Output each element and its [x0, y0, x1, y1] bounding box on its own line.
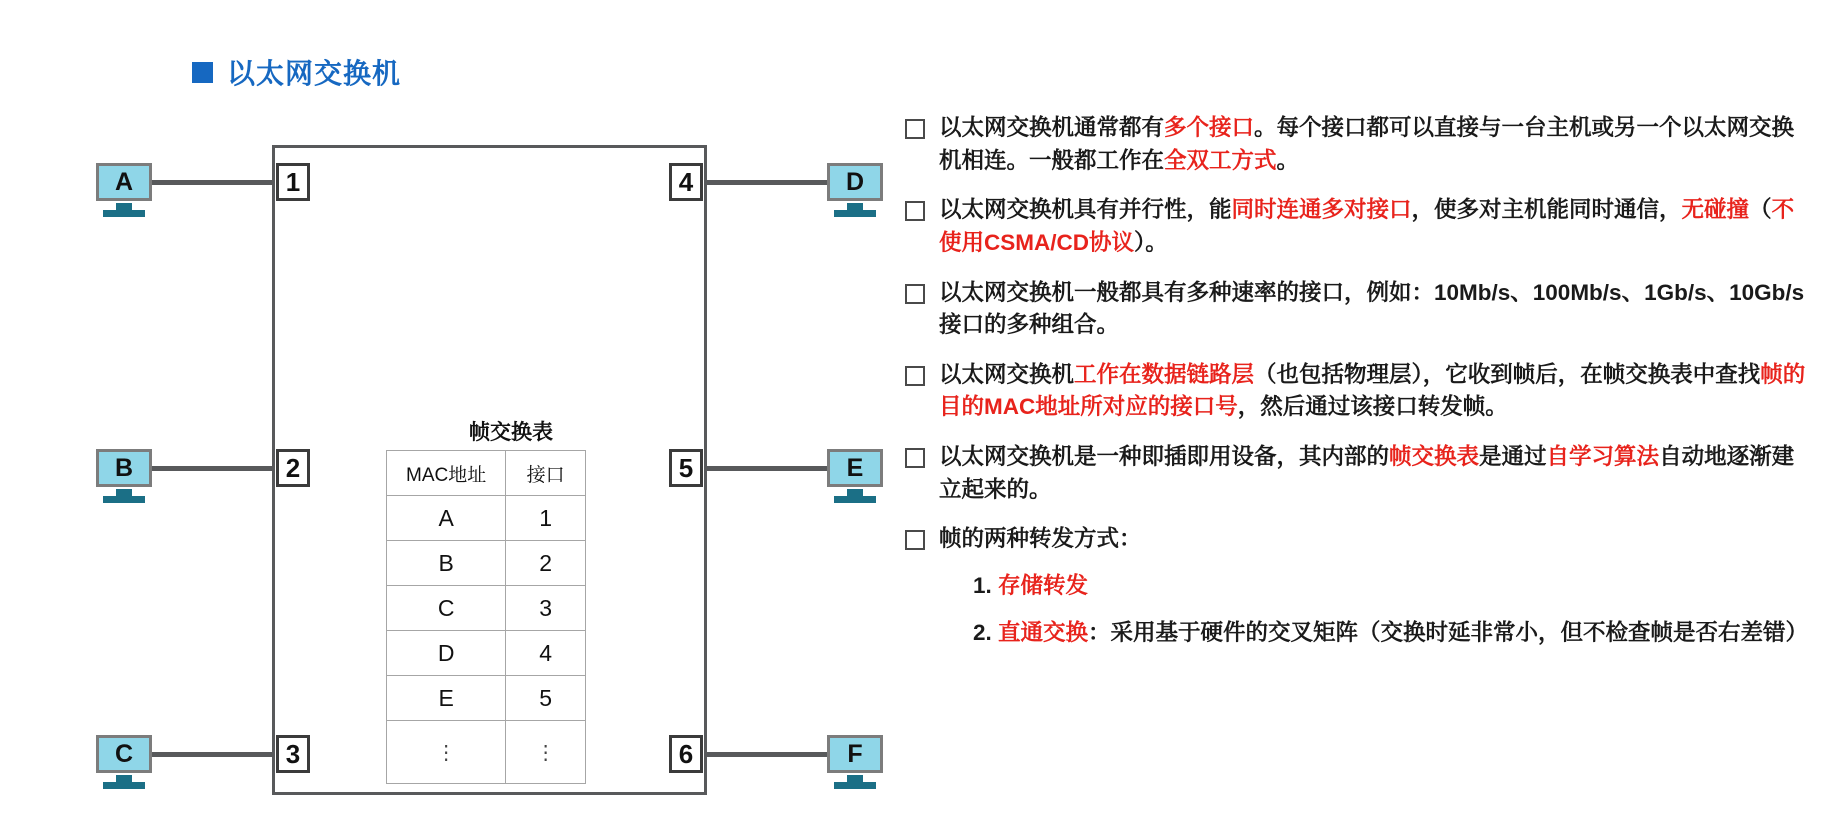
note-item — [905, 523, 1810, 649]
plain-text: （也包括物理层），它收到帧后，在帧交换表中查找 — [1254, 361, 1761, 387]
host-stand-icon — [116, 775, 132, 782]
cell-port: 1 — [506, 496, 586, 541]
note-item — [905, 359, 1810, 424]
host-stand-icon — [847, 489, 863, 496]
highlight-text: 直通交换 — [998, 619, 1089, 645]
cell-mac: B — [387, 541, 506, 586]
link-a-port1 — [152, 180, 274, 185]
plain-text: 以太网交换机通常都有 — [939, 115, 1165, 140]
plain-text: ）。 — [1134, 229, 1168, 255]
highlight-text: 帧的目的MAC地址所对应的接口号 — [939, 361, 1806, 420]
plain-text: 。 — [1276, 147, 1300, 173]
highlight-text: 无碰撞 — [1681, 197, 1750, 223]
checkbox-icon[interactable] — [905, 366, 925, 386]
host-a — [96, 163, 152, 217]
note-subitem — [973, 570, 1810, 603]
table-row — [387, 586, 586, 631]
host-stand-icon — [847, 203, 863, 210]
note-text — [939, 112, 1810, 177]
col-header-mac: MAC地址 — [387, 451, 506, 496]
note-text — [939, 277, 1810, 342]
table-row — [387, 631, 586, 676]
link-port6-f — [705, 752, 827, 757]
plain-text: 是通过 — [1479, 444, 1547, 469]
cell-mac: A — [387, 496, 506, 541]
checkbox-icon[interactable] — [905, 284, 925, 304]
cell-mac: C — [387, 586, 506, 631]
link-port5-e — [705, 466, 827, 471]
highlight-text: 多个接口 — [1164, 115, 1255, 140]
highlight-text: 帧交换表 — [1389, 444, 1480, 469]
plain-text: ，然后通过该接口转发帧。 — [1237, 394, 1508, 420]
frame-table — [386, 450, 586, 784]
highlight-text: 同时连通多对接口 — [1231, 197, 1412, 223]
cell-port: 4 — [506, 631, 586, 676]
host-f-label: F — [827, 735, 883, 773]
port-5: 5 — [669, 449, 703, 487]
host-base-icon — [834, 496, 876, 503]
cell-mac: E — [387, 676, 506, 721]
host-base-icon — [834, 782, 876, 789]
plain-text: 以太网交换机是一种即插即用设备，其内部的 — [939, 444, 1390, 469]
port-4: 4 — [669, 163, 703, 201]
port-3: 3 — [276, 735, 310, 773]
host-base-icon — [103, 782, 145, 789]
host-e — [827, 449, 883, 503]
link-port4-d — [705, 180, 827, 185]
col-header-port: 接口 — [506, 451, 586, 496]
table-row — [387, 721, 586, 784]
host-base-icon — [834, 210, 876, 217]
host-base-icon — [103, 210, 145, 217]
host-c — [96, 735, 152, 789]
frame-table-caption: 帧交换表 — [469, 421, 553, 444]
host-stand-icon — [116, 203, 132, 210]
host-b-label: B — [96, 449, 152, 487]
host-e-label: E — [827, 449, 883, 487]
plain-text: ，使多对主机能同时通信， — [1411, 197, 1682, 223]
note-item — [905, 441, 1810, 506]
cell-mac: ⋮ — [387, 721, 506, 784]
switch-diagram — [0, 0, 900, 826]
host-base-icon — [103, 496, 145, 503]
port-2: 2 — [276, 449, 310, 487]
plain-text: 1. — [973, 572, 999, 598]
checkbox-icon[interactable] — [905, 448, 925, 468]
note-item — [905, 277, 1810, 342]
plain-text: （ — [1749, 197, 1772, 223]
host-stand-icon — [116, 489, 132, 496]
cell-port: 2 — [506, 541, 586, 586]
note-subitem — [973, 617, 1810, 650]
note-item — [905, 112, 1810, 177]
table-row — [387, 541, 586, 586]
note-text — [939, 441, 1810, 506]
note-text — [939, 359, 1810, 424]
plain-text: 帧的两种转发方式： — [939, 526, 1142, 552]
host-d — [827, 163, 883, 217]
link-b-port2 — [152, 466, 274, 471]
port-6: 6 — [669, 735, 703, 773]
plain-text: 自动地逐渐建立起来的。 — [939, 444, 1795, 502]
host-a-label: A — [96, 163, 152, 201]
table-row — [387, 496, 586, 541]
host-f — [827, 735, 883, 789]
note-text — [939, 194, 1810, 259]
cell-port: 5 — [506, 676, 586, 721]
plain-text: 。每个接口都可以直接与一台主机或另一个以太网交换机相连。一般都工作在 — [939, 115, 1795, 173]
highlight-text: 工作在数据链路层 — [1074, 361, 1255, 387]
checkbox-icon[interactable] — [905, 119, 925, 139]
note-text — [939, 523, 1810, 556]
highlight-text: 全双工方式 — [1164, 147, 1277, 173]
host-stand-icon — [847, 775, 863, 782]
note-item — [905, 194, 1810, 259]
plain-text: ：采用基于硬件的交叉矩阵（交换时延非常小，但不检查帧是否右差错） — [1088, 619, 1809, 645]
notes-list — [905, 112, 1810, 666]
highlight-text: 存储转发 — [998, 572, 1089, 598]
plain-text: 以太网交换机具有并行性，能 — [939, 197, 1232, 223]
table-row — [387, 676, 586, 721]
title-text: 以太网交换机 — [227, 58, 402, 89]
cell-port: ⋮ — [506, 721, 586, 784]
plain-text: 以太网交换机 — [939, 361, 1075, 387]
plain-text: 以太网交换机一般都具有多种速率的接口，例如：10Mb/s、100Mb/s、1Gb/s、10Gb/s接口的多种组合。 — [939, 279, 1805, 338]
host-b — [96, 449, 152, 503]
table-header-row — [387, 451, 586, 496]
highlight-text: 不使用CSMA/CD协议 — [939, 197, 1795, 255]
host-d-label: D — [827, 163, 883, 201]
plain-text: 2. — [973, 619, 999, 645]
cell-port: 3 — [506, 586, 586, 631]
host-c-label: C — [96, 735, 152, 773]
cell-mac: D — [387, 631, 506, 676]
checkbox-icon[interactable] — [905, 530, 925, 550]
checkbox-icon[interactable] — [905, 201, 925, 221]
link-c-port3 — [152, 752, 274, 757]
highlight-text: 自学习算法 — [1546, 444, 1660, 469]
port-1: 1 — [276, 163, 310, 201]
